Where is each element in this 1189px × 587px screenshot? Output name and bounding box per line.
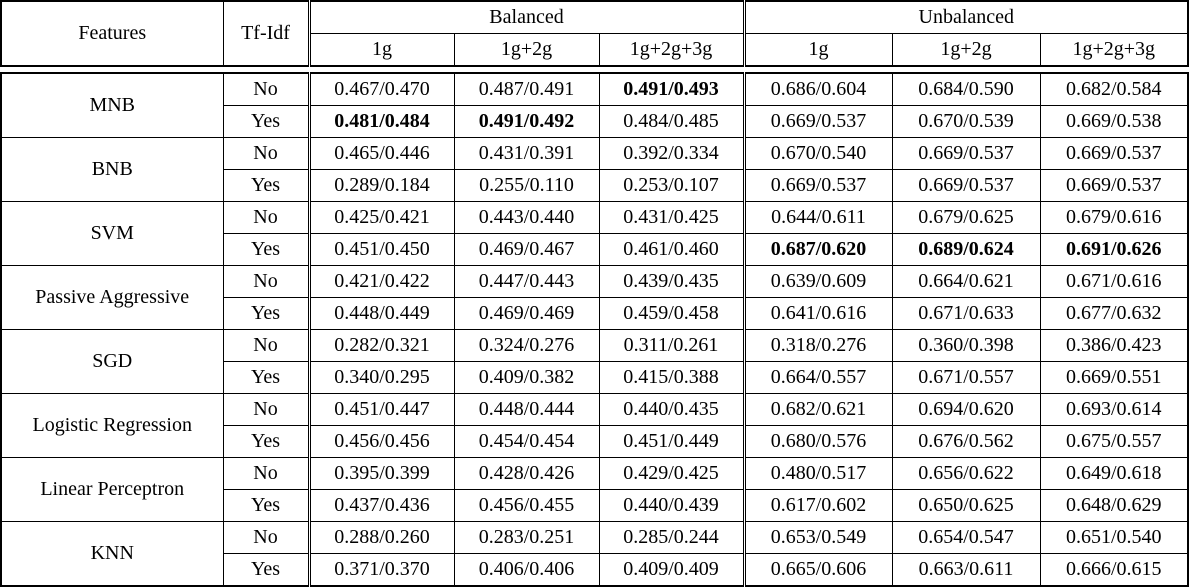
table-row [1,202,1188,234]
value-cell: 0.467/0.470 [309,73,454,106]
value-cell: 0.289/0.184 [309,170,454,202]
tfidf-cell: No [223,394,309,426]
feature-cell: SVM [1,202,223,266]
table-row [1,522,1188,554]
value-cell: 0.693/0.614 [1040,394,1188,426]
unbalanced-group-header: Unbalanced [744,1,1188,34]
value-cell: 0.392/0.334 [599,138,744,170]
value-cell: 0.480/0.517 [744,458,892,490]
subcol-header-unbalanced-1g2g: 1g+2g [892,34,1040,67]
value-cell: 0.469/0.469 [454,298,599,330]
value-cell: 0.360/0.398 [892,330,1040,362]
tfidf-cell: Yes [223,106,309,138]
value-cell: 0.459/0.458 [599,298,744,330]
value-cell: 0.669/0.538 [1040,106,1188,138]
value-cell: 0.675/0.557 [1040,426,1188,458]
value-cell: 0.671/0.557 [892,362,1040,394]
value-cell: 0.669/0.537 [744,106,892,138]
value-cell: 0.451/0.450 [309,234,454,266]
value-cell: 0.437/0.436 [309,490,454,522]
value-cell: 0.670/0.539 [892,106,1040,138]
value-cell: 0.671/0.633 [892,298,1040,330]
feature-cell: KNN [1,522,223,587]
value-cell: 0.679/0.625 [892,202,1040,234]
value-cell: 0.443/0.440 [454,202,599,234]
value-cell: 0.440/0.435 [599,394,744,426]
feature-cell: Linear Perceptron [1,458,223,522]
value-cell: 0.318/0.276 [744,330,892,362]
value-cell: 0.311/0.261 [599,330,744,362]
value-cell: 0.285/0.244 [599,522,744,554]
value-cell: 0.491/0.492 [454,106,599,138]
table-row [1,266,1188,298]
value-cell: 0.282/0.321 [309,330,454,362]
value-cell: 0.682/0.621 [744,394,892,426]
tfidf-cell: No [223,458,309,490]
value-cell: 0.255/0.110 [454,170,599,202]
value-cell: 0.451/0.447 [309,394,454,426]
value-cell: 0.653/0.549 [744,522,892,554]
value-cell: 0.439/0.435 [599,266,744,298]
value-cell: 0.386/0.423 [1040,330,1188,362]
value-cell: 0.669/0.537 [1040,138,1188,170]
value-cell: 0.431/0.391 [454,138,599,170]
value-cell: 0.448/0.444 [454,394,599,426]
tfidf-cell: Yes [223,554,309,587]
value-cell: 0.671/0.616 [1040,266,1188,298]
table-body [0,72,1189,587]
table-header [0,0,1189,67]
value-cell: 0.679/0.616 [1040,202,1188,234]
value-cell: 0.664/0.557 [744,362,892,394]
value-cell: 0.687/0.620 [744,234,892,266]
value-cell: 0.429/0.425 [599,458,744,490]
tfidf-cell: No [223,266,309,298]
value-cell: 0.684/0.590 [892,73,1040,106]
subcol-header-balanced-1g: 1g [309,34,454,67]
value-cell: 0.650/0.625 [892,490,1040,522]
tfidf-cell: Yes [223,490,309,522]
feature-cell: BNB [1,138,223,202]
value-cell: 0.465/0.446 [309,138,454,170]
value-cell: 0.454/0.454 [454,426,599,458]
value-cell: 0.691/0.626 [1040,234,1188,266]
value-cell: 0.448/0.449 [309,298,454,330]
value-cell: 0.440/0.439 [599,490,744,522]
value-cell: 0.253/0.107 [599,170,744,202]
value-cell: 0.324/0.276 [454,330,599,362]
value-cell: 0.669/0.551 [1040,362,1188,394]
value-cell: 0.641/0.616 [744,298,892,330]
value-cell: 0.651/0.540 [1040,522,1188,554]
value-cell: 0.669/0.537 [1040,170,1188,202]
balanced-group-header: Balanced [309,1,744,34]
tfidf-cell: No [223,138,309,170]
table-row [1,73,1188,106]
value-cell: 0.648/0.629 [1040,490,1188,522]
value-cell: 0.649/0.618 [1040,458,1188,490]
subcol-header-unbalanced-1g2g3g: 1g+2g+3g [1040,34,1188,67]
value-cell: 0.663/0.611 [892,554,1040,587]
value-cell: 0.686/0.604 [744,73,892,106]
value-cell: 0.395/0.399 [309,458,454,490]
value-cell: 0.469/0.467 [454,234,599,266]
value-cell: 0.639/0.609 [744,266,892,298]
value-cell: 0.428/0.426 [454,458,599,490]
value-cell: 0.456/0.455 [454,490,599,522]
value-cell: 0.656/0.622 [892,458,1040,490]
value-cell: 0.670/0.540 [744,138,892,170]
subcol-header-balanced-1g2g: 1g+2g [454,34,599,67]
value-cell: 0.340/0.295 [309,362,454,394]
table-row [1,330,1188,362]
value-cell: 0.666/0.615 [1040,554,1188,587]
value-cell: 0.451/0.449 [599,426,744,458]
value-cell: 0.682/0.584 [1040,73,1188,106]
value-cell: 0.654/0.547 [892,522,1040,554]
value-cell: 0.425/0.421 [309,202,454,234]
value-cell: 0.447/0.443 [454,266,599,298]
table-row [1,458,1188,490]
value-cell: 0.431/0.425 [599,202,744,234]
feature-cell: MNB [1,73,223,138]
subcol-header-balanced-1g2g3g: 1g+2g+3g [599,34,744,67]
value-cell: 0.481/0.484 [309,106,454,138]
features-header: Features [1,1,223,66]
value-cell: 0.461/0.460 [599,234,744,266]
value-cell: 0.409/0.382 [454,362,599,394]
value-cell: 0.676/0.562 [892,426,1040,458]
tfidf-cell: Yes [223,170,309,202]
value-cell: 0.644/0.611 [744,202,892,234]
value-cell: 0.484/0.485 [599,106,744,138]
value-cell: 0.677/0.632 [1040,298,1188,330]
value-cell: 0.406/0.406 [454,554,599,587]
value-cell: 0.689/0.624 [892,234,1040,266]
value-cell: 0.664/0.621 [892,266,1040,298]
value-cell: 0.288/0.260 [309,522,454,554]
tfidf-cell: No [223,330,309,362]
feature-cell: SGD [1,330,223,394]
feature-cell: Logistic Regression [1,394,223,458]
tfidf-cell: No [223,73,309,106]
table-row [1,138,1188,170]
tfidf-cell: Yes [223,426,309,458]
value-cell: 0.669/0.537 [892,170,1040,202]
value-cell: 0.665/0.606 [744,554,892,587]
value-cell: 0.283/0.251 [454,522,599,554]
tfidf-cell: Yes [223,234,309,266]
value-cell: 0.680/0.576 [744,426,892,458]
value-cell: 0.487/0.491 [454,73,599,106]
value-cell: 0.409/0.409 [599,554,744,587]
tfidf-cell: Yes [223,362,309,394]
tfidf-cell: No [223,202,309,234]
value-cell: 0.456/0.456 [309,426,454,458]
header-row-groups [1,1,1188,34]
subcol-header-unbalanced-1g: 1g [744,34,892,67]
value-cell: 0.421/0.422 [309,266,454,298]
value-cell: 0.669/0.537 [744,170,892,202]
table-row [1,394,1188,426]
tfidf-cell: Yes [223,298,309,330]
value-cell: 0.694/0.620 [892,394,1040,426]
feature-cell: Passive Aggressive [1,266,223,330]
tfidf-header: Tf-Idf [223,1,309,66]
value-cell: 0.371/0.370 [309,554,454,587]
value-cell: 0.491/0.493 [599,73,744,106]
value-cell: 0.669/0.537 [892,138,1040,170]
value-cell: 0.617/0.602 [744,490,892,522]
tfidf-cell: No [223,522,309,554]
value-cell: 0.415/0.388 [599,362,744,394]
